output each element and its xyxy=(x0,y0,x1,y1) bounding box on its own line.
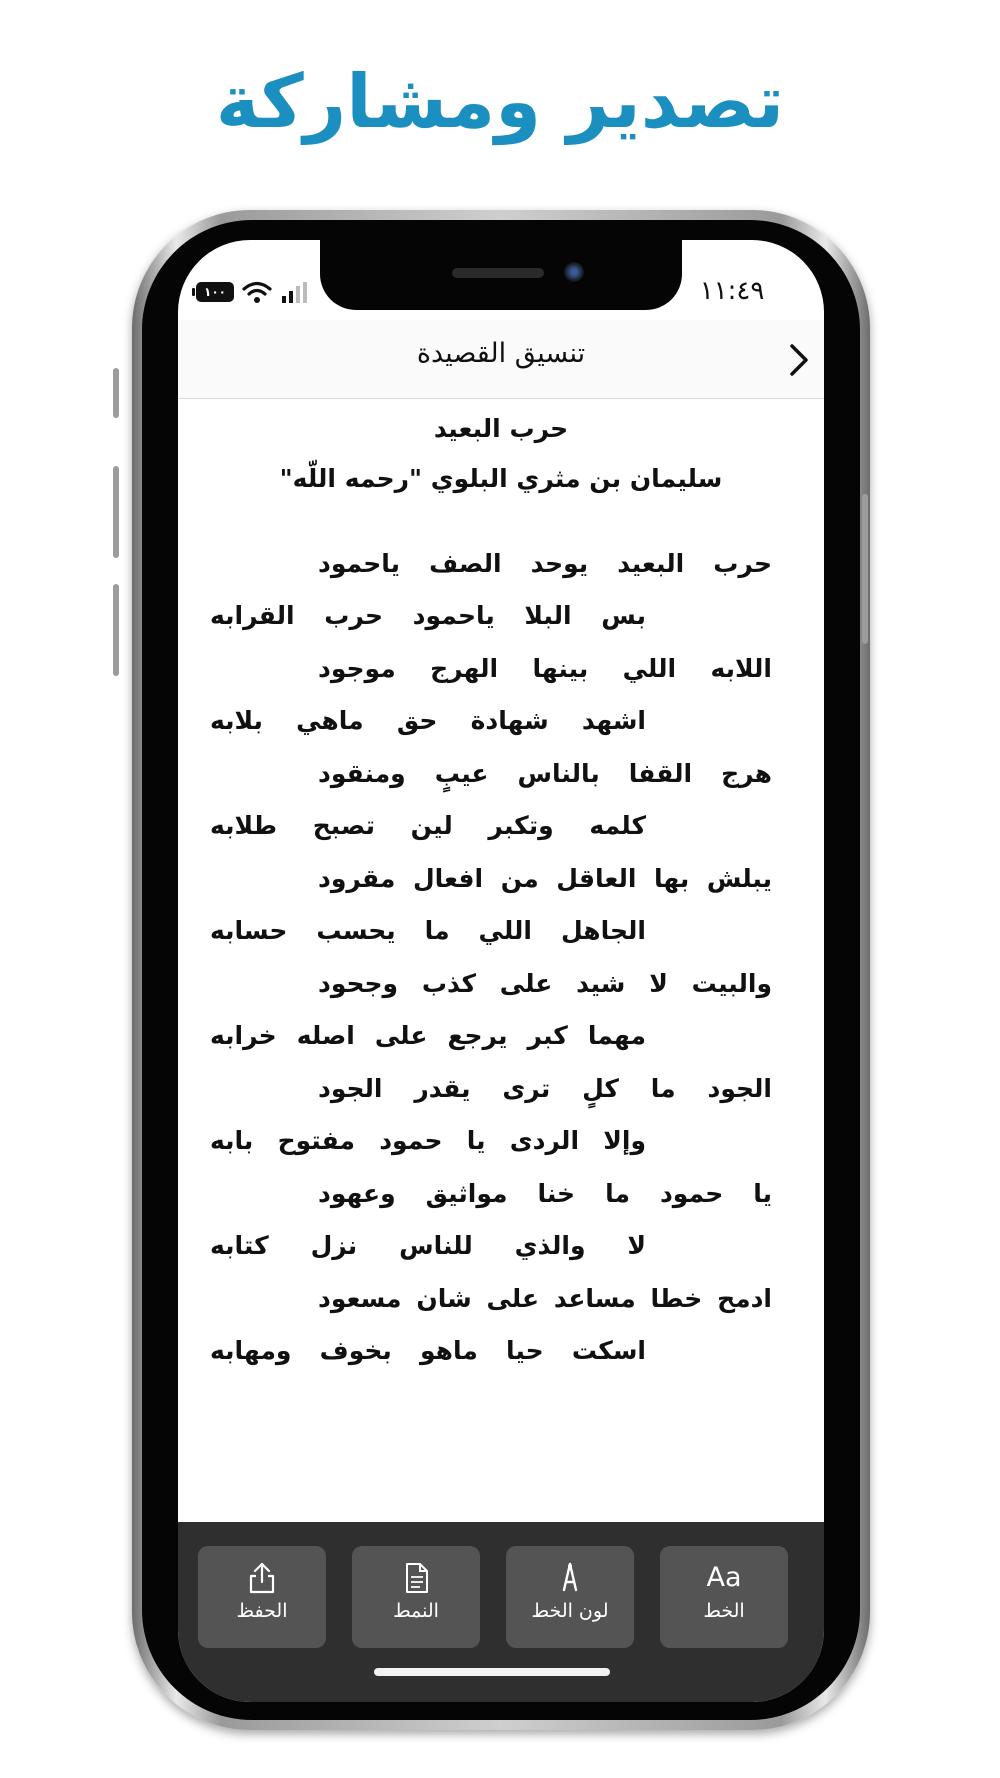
document-icon xyxy=(352,1562,480,1594)
poem-title: حرب البعيد xyxy=(433,414,569,443)
chevron-right-icon[interactable] xyxy=(784,340,812,380)
share-icon xyxy=(198,1562,326,1594)
verse-line: اللابه اللي بينها الهرج موجود xyxy=(318,654,772,683)
notch xyxy=(320,240,682,310)
navigation-bar xyxy=(178,320,824,399)
home-indicator[interactable] xyxy=(374,1668,610,1676)
verse-line: هرج القفا بالناس عيبٍ ومنقود xyxy=(318,759,772,788)
battery-level: ١٠٠ xyxy=(204,285,226,299)
format-toolbar xyxy=(178,1522,824,1702)
verse-line: مهما كبر يرجع على اصله خرابه xyxy=(210,1021,646,1050)
verse-line: والبيت لا شيد على كذب وجحود xyxy=(318,969,772,998)
font-color-button[interactable] xyxy=(506,1546,634,1648)
verse-line: اشهد شهادة حق ماهي بلابه xyxy=(210,706,646,735)
poem-content xyxy=(178,400,824,1562)
verse-line: حرب البعيد يوحد الصف ياحمود xyxy=(318,549,772,578)
save-button[interactable] xyxy=(198,1546,326,1648)
verse-line: وإلا الردى يا حمود مفتوح بابه xyxy=(210,1126,646,1155)
font-button[interactable] xyxy=(660,1546,788,1648)
verse-line: ادمح خطا مساعد على شان مسعود xyxy=(318,1284,772,1313)
style-button[interactable] xyxy=(352,1546,480,1648)
font-button-label: الخط xyxy=(703,1600,745,1622)
phone-screen xyxy=(178,240,824,1702)
page-title: تنسيق القصيدة xyxy=(416,338,586,369)
font-icon: Aa xyxy=(706,1562,742,1593)
verse-line: بس البلا ياحمود حرب القرابه xyxy=(210,601,646,630)
style-button-label: النمط xyxy=(393,1600,439,1622)
front-camera xyxy=(564,262,584,282)
status-time: ١١:٤٩ xyxy=(699,276,765,306)
battery-icon xyxy=(196,282,234,302)
volume-down-button xyxy=(113,584,119,676)
speaker-grille xyxy=(452,268,544,278)
headline: تصدير ومشاركة xyxy=(215,59,785,145)
verse-line: لا والذي للناس نزل كتابه xyxy=(210,1231,646,1260)
verse-line: يبلش بها العاقل من افعال مقرود xyxy=(318,864,772,893)
power-button xyxy=(862,494,868,644)
font-color-button-label: لون الخط xyxy=(531,1600,609,1622)
pen-icon xyxy=(506,1562,634,1594)
status-icons xyxy=(196,280,316,304)
verse-line: الجود ما كلٍ ترى يقدر الجود xyxy=(318,1074,772,1103)
wifi-icon xyxy=(242,280,272,304)
verse-line: الجاهل اللي ما يحسب حسابه xyxy=(210,916,646,945)
poem-author: سليمان بن مثري البلوي "رحمه اللّه" xyxy=(279,464,723,493)
verse-line: يا حمود ما خنا مواثيق وعهود xyxy=(318,1179,772,1208)
save-button-label: الحفظ xyxy=(236,1600,288,1622)
silent-switch xyxy=(113,368,119,418)
cellular-signal-icon xyxy=(280,282,310,304)
volume-up-button xyxy=(113,466,119,558)
verse-line: اسكت حيا ماهو بخوف ومهابه xyxy=(210,1336,646,1365)
verse-line: كلمه وتكبر لين تصبح طلابه xyxy=(210,811,646,840)
